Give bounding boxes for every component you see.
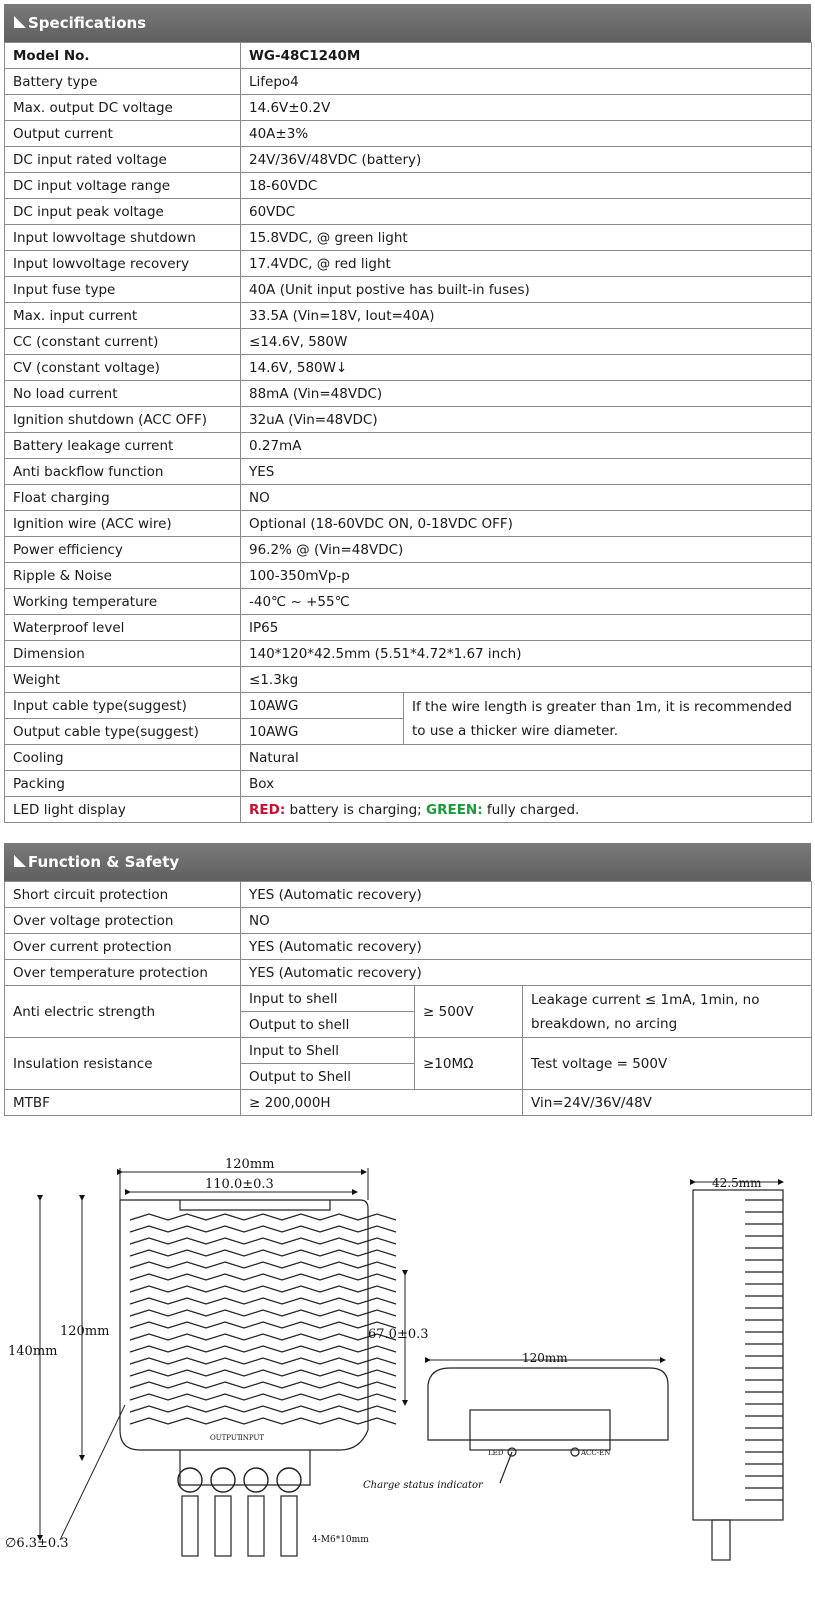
fs-value: YES (Automatic recovery)	[241, 934, 812, 960]
spec-value: Lifepo4	[241, 69, 812, 95]
table-row	[5, 960, 812, 986]
spec-value: NO	[241, 485, 812, 511]
table-row	[5, 147, 812, 173]
specifications-table	[4, 42, 812, 823]
table-row	[5, 251, 812, 277]
table-row	[5, 745, 812, 771]
fs-label: Over temperature protection	[5, 960, 241, 986]
spec-label: Battery type	[5, 69, 241, 95]
spec-label: DC input peak voltage	[5, 199, 241, 225]
heatsink-fin	[130, 1394, 396, 1400]
spec-label: Input lowvoltage shutdown	[5, 225, 241, 251]
model-label: Model No.	[5, 43, 241, 69]
spec-value: -40℃ ~ +55℃	[241, 589, 812, 615]
fs-value: NO	[241, 908, 812, 934]
spec-label: No load current	[5, 381, 241, 407]
terminal-lug	[248, 1496, 264, 1556]
terminal-screw	[211, 1468, 235, 1492]
fs-label: MTBF	[5, 1090, 241, 1116]
spec-label: Max. input current	[5, 303, 241, 329]
table-row	[5, 641, 812, 667]
output-label: OUTPUT	[210, 1434, 242, 1442]
heatsink-fin	[130, 1214, 396, 1220]
heatsink-fin	[130, 1226, 396, 1232]
heatsink-fin	[130, 1298, 396, 1304]
spec-label: Float charging	[5, 485, 241, 511]
spec-label: Anti backflow function	[5, 459, 241, 485]
cable-label: Input cable type(suggest)	[5, 693, 241, 719]
terminal-screw	[244, 1468, 268, 1492]
table-row	[5, 693, 812, 719]
table-row	[5, 303, 812, 329]
spec-value: 0.27mA	[241, 433, 812, 459]
specifications-section	[4, 4, 811, 823]
led-red-text: battery is charging;	[285, 801, 427, 818]
front-view	[120, 1200, 396, 1485]
terminal-lug	[215, 1496, 231, 1556]
spec-label: Battery leakage current	[5, 433, 241, 459]
terminal-screw	[277, 1468, 301, 1492]
spec-value: 40A±3%	[241, 121, 812, 147]
heatsink-fin	[130, 1274, 396, 1280]
table-row	[5, 277, 812, 303]
spec-label: Cooling	[5, 745, 241, 771]
specifications-header	[4, 4, 811, 42]
charge-label: Charge status indicator	[363, 1480, 483, 1491]
fs-value: ≥ 500V	[415, 986, 523, 1038]
specifications-title: Specifications	[28, 14, 147, 32]
spec-value: 17.4VDC, @ red light	[241, 251, 812, 277]
dimension-drawing	[0, 1140, 815, 1600]
terminal-lug	[281, 1496, 297, 1556]
table-row	[5, 173, 812, 199]
dim-top-outer: 120mm	[225, 1157, 275, 1172]
side-view	[428, 1368, 668, 1483]
table-row	[5, 771, 812, 797]
fs-note: Leakage current ≤ 1mA, 1min, no breakdown, no arcing	[523, 986, 812, 1038]
fs-value: ≥10MΩ	[415, 1038, 523, 1090]
fs-sub: Output to shell	[241, 1012, 415, 1038]
corner-triangle-icon	[14, 855, 26, 867]
table-row	[5, 908, 812, 934]
table-row	[5, 797, 812, 823]
spec-value: 15.8VDC, @ green light	[241, 225, 812, 251]
table-row	[5, 882, 812, 908]
table-row	[5, 459, 812, 485]
end-view	[693, 1190, 783, 1560]
table-row	[5, 95, 812, 121]
table-row	[5, 1038, 812, 1064]
acc-label: ACC-EN	[581, 1449, 611, 1457]
dim-left-inner: 120mm	[60, 1324, 110, 1339]
spec-label: Ripple & Noise	[5, 563, 241, 589]
fs-sub: Output to Shell	[241, 1064, 415, 1090]
spec-value: ≤1.3kg	[241, 667, 812, 693]
cable-label: Output cable type(suggest)	[5, 719, 241, 745]
terminal-label: 4-M6*10mm	[312, 1535, 369, 1545]
spec-value: IP65	[241, 615, 812, 641]
table-row	[5, 589, 812, 615]
model-value: WG-48C1240M	[241, 43, 812, 69]
spec-label: Output current	[5, 121, 241, 147]
spec-label: DC input voltage range	[5, 173, 241, 199]
led-value	[241, 797, 812, 823]
spec-label: Weight	[5, 667, 241, 693]
fs-value: YES (Automatic recovery)	[241, 960, 812, 986]
spec-label: CC (constant current)	[5, 329, 241, 355]
fs-sub: Input to shell	[241, 986, 415, 1012]
heatsink-fin	[130, 1310, 396, 1316]
spec-label: Ignition wire (ACC wire)	[5, 511, 241, 537]
heatsink-fin	[130, 1346, 396, 1352]
spec-label: DC input rated voltage	[5, 147, 241, 173]
heatsink-fin	[130, 1406, 396, 1412]
terminal-screw	[178, 1468, 202, 1492]
fs-sub: Input to Shell	[241, 1038, 415, 1064]
corner-triangle-icon	[14, 16, 26, 28]
table-row	[5, 1090, 812, 1116]
heatsink-fin	[130, 1358, 396, 1364]
spec-label: Input lowvoltage recovery	[5, 251, 241, 277]
spec-value: 40A (Unit input postive has built-in fuses)	[241, 277, 812, 303]
led-label: LED light display	[5, 797, 241, 823]
table-row	[5, 615, 812, 641]
spec-value: 14.6V±0.2V	[241, 95, 812, 121]
table-row	[5, 407, 812, 433]
fs-label: Anti electric strength	[5, 986, 241, 1038]
heatsink-fin	[130, 1418, 396, 1424]
spec-value: 60VDC	[241, 199, 812, 225]
spec-value: Natural	[241, 745, 812, 771]
fs-label: Short circuit protection	[5, 882, 241, 908]
dim-top-inner: 110.0±0.3	[205, 1177, 274, 1192]
heatsink-fin	[130, 1238, 396, 1244]
led-green-text: fully charged.	[482, 801, 580, 818]
spec-value: 100-350mVp-p	[241, 563, 812, 589]
fs-note: Test voltage = 500V	[523, 1038, 812, 1090]
fs-note: Vin=24V/36V/48V	[523, 1090, 812, 1116]
fs-value: YES (Automatic recovery)	[241, 882, 812, 908]
spec-value: 32uA (Vin=48VDC)	[241, 407, 812, 433]
spec-label: Working temperature	[5, 589, 241, 615]
spec-value: Optional (18-60VDC ON, 0-18VDC OFF)	[241, 511, 812, 537]
heatsink-fin	[130, 1334, 396, 1340]
table-row	[5, 934, 812, 960]
spec-value: 14.6V, 580W↓	[241, 355, 812, 381]
cable-value: 10AWG	[241, 693, 404, 719]
spec-value: ≤14.6V, 580W	[241, 329, 812, 355]
heatsink-fin	[130, 1382, 396, 1388]
spec-label: Dimension	[5, 641, 241, 667]
spec-value: Box	[241, 771, 812, 797]
spec-label: Power efficiency	[5, 537, 241, 563]
fs-label: Over voltage protection	[5, 908, 241, 934]
table-row	[5, 511, 812, 537]
table-row	[5, 355, 812, 381]
table-row	[5, 485, 812, 511]
heatsink-fin	[130, 1370, 396, 1376]
table-row	[5, 433, 812, 459]
dim-right: 67.0±0.3	[368, 1327, 429, 1342]
fs-value: ≥ 200,000H	[241, 1090, 523, 1116]
input-label: INPUT	[240, 1434, 265, 1442]
table-row	[5, 199, 812, 225]
spec-label: Ignition shutdown (ACC OFF)	[5, 407, 241, 433]
led-red-word: RED:	[249, 801, 286, 818]
dim-left-outer: 140mm	[8, 1344, 58, 1359]
table-row	[5, 69, 812, 95]
spec-label: Max. output DC voltage	[5, 95, 241, 121]
spec-label: Waterproof level	[5, 615, 241, 641]
heatsink-fin	[130, 1262, 396, 1268]
side-width: 120mm	[522, 1351, 568, 1365]
spec-label: Input fuse type	[5, 277, 241, 303]
table-row	[5, 225, 812, 251]
spec-value: 140*120*42.5mm (5.51*4.72*1.67 inch)	[241, 641, 812, 667]
spec-value: 33.5A (Vin=18V, Iout=40A)	[241, 303, 812, 329]
function-safety-table	[4, 881, 812, 1116]
spec-value: YES	[241, 459, 812, 485]
function-safety-header	[4, 843, 811, 881]
spec-value: 96.2% @ (Vin=48VDC)	[241, 537, 812, 563]
heatsink-fin	[130, 1250, 396, 1256]
table-row	[5, 986, 812, 1012]
dim-hole: ∅6.3±0.3	[5, 1536, 69, 1551]
cable-note: If the wire length is greater than 1m, it is recommended to use a thicker wire diameter.	[404, 693, 812, 745]
led-green-word: GREEN:	[426, 801, 483, 818]
depth-label: 42.5mm	[712, 1176, 762, 1190]
table-row	[5, 667, 812, 693]
spec-value: 18-60VDC	[241, 173, 812, 199]
table-row	[5, 329, 812, 355]
function-safety-title: Function & Safety	[28, 853, 180, 871]
heatsink-fin	[130, 1322, 396, 1328]
spec-label: Packing	[5, 771, 241, 797]
cable-value: 10AWG	[241, 719, 404, 745]
table-row	[5, 381, 812, 407]
table-row	[5, 121, 812, 147]
function-safety-section	[4, 843, 811, 1116]
table-row	[5, 537, 812, 563]
fs-label: Insulation resistance	[5, 1038, 241, 1090]
led-label: LED	[488, 1449, 504, 1457]
spec-label: CV (constant voltage)	[5, 355, 241, 381]
terminal-lug	[182, 1496, 198, 1556]
terminals	[178, 1468, 301, 1556]
fs-label: Over current protection	[5, 934, 241, 960]
spec-value: 88mA (Vin=48VDC)	[241, 381, 812, 407]
spec-value: 24V/36V/48VDC (battery)	[241, 147, 812, 173]
table-row	[5, 563, 812, 589]
heatsink-fin	[130, 1286, 396, 1292]
table-row	[5, 43, 812, 69]
